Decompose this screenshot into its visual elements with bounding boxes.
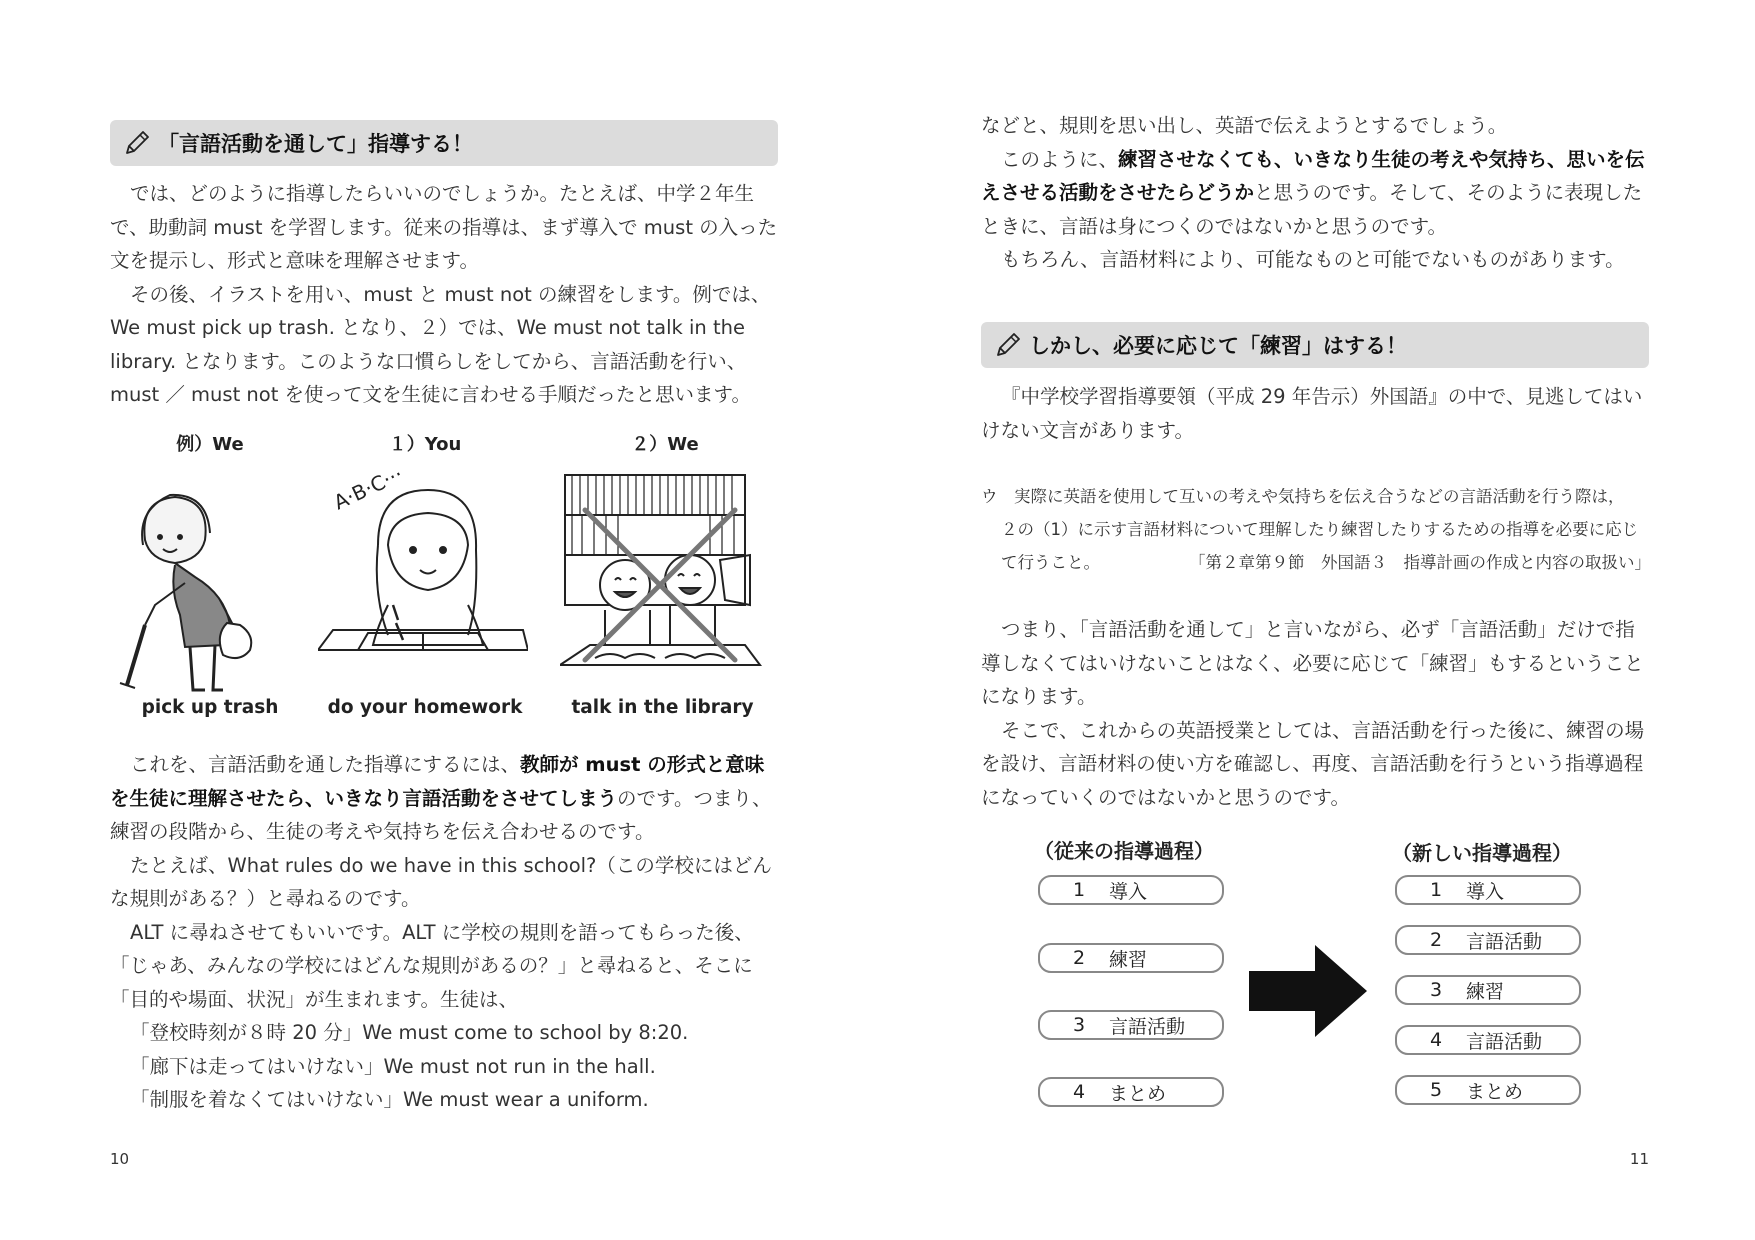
step-label: まとめ	[1109, 1082, 1167, 1105]
quote-line-1: ウ 実際に英語を使用して互いの考えや気持ちを伝え合うなどの言語活動を行う際は，	[981, 487, 1625, 506]
page-number-left: 10	[110, 1150, 130, 1168]
body-text	[110, 748, 780, 1117]
caption-pick-up-trash: pick up trash	[141, 697, 279, 718]
pencil-icon	[122, 128, 152, 158]
step-label: 導入	[1466, 880, 1505, 903]
right-paragraph-1: などと、規則を思い出し、英語で伝えようとするでしょう。	[981, 114, 1508, 137]
step-number: 3	[1430, 979, 1443, 1001]
step-number: 2	[1073, 947, 1086, 969]
section-heading-renshu	[981, 322, 1649, 368]
right-top-text	[981, 109, 1651, 277]
heading-text: しかし、必要に応じて「練習」はする！	[1029, 334, 1407, 358]
step-label: 練習	[1109, 948, 1148, 971]
new-step-1	[1395, 875, 1581, 905]
right-page	[877, 0, 1755, 1240]
illustration-label-example: 例）We	[176, 434, 244, 455]
right-paragraph-3: もちろん、言語材料により、可能なものと可能でないものがあります。	[1001, 248, 1625, 271]
step-number: 1	[1430, 879, 1443, 901]
right-paragraph-2	[981, 143, 1651, 244]
intro-text	[110, 177, 780, 412]
example-rule-1: 「登校時刻が８時 20 分」We must come to school by 8:20.	[130, 1021, 689, 1044]
page-number-right: 11	[1629, 1150, 1649, 1168]
quote-line-3-text: て行うこと。	[1001, 553, 1100, 572]
new-step-4	[1395, 1025, 1581, 1055]
step-label: 言語活動	[1466, 930, 1543, 953]
abc-scribble: A·B·C···	[329, 461, 407, 515]
right-p2-pre: このように、	[1001, 147, 1119, 171]
step-number: 4	[1073, 1081, 1086, 1103]
body-p1-post: のです。つまり、練習の段階から、生徒の考えや気持ちを伝え合わせるのです。	[110, 786, 772, 843]
caption-do-your-homework: do your homework	[327, 697, 523, 718]
body-paragraph-2: たとえば、What rules do we have in this school?（この学校にはどんな規則がある？）と尋ねるのです。	[110, 853, 772, 910]
old-step-2	[1038, 943, 1224, 973]
step-label: 言語活動	[1466, 1030, 1543, 1053]
body-p1-emphasis: 教師が must の形式と意味を生徒に理解させたら、いきなり言語活動をさせてしまう	[110, 753, 765, 810]
step-label: 導入	[1109, 880, 1148, 903]
intro-paragraph-1: では、どのように指導したらいいのでしょうか。たとえば、中学２年生で、助動詞 must を学習します。従来の指導は、まず導入で must の入った文を提示し、形式と意味を理解させます。	[110, 182, 778, 272]
old-step-3	[1038, 1010, 1224, 1040]
quote-source: 「第２章第９節 外国語３ 指導計画の作成と内容の取扱い」	[1189, 553, 1651, 572]
new-step-5	[1395, 1075, 1581, 1105]
new-step-3	[1395, 975, 1581, 1005]
old-step-4	[1038, 1077, 1224, 1107]
new-process-title: （新しい指導過程）	[1392, 841, 1572, 865]
intro-paragraph-2: その後、イラストを用い、must と must not の練習をします。例では、We must pick up trash. となり、２）では、We must not talk in the library. となります。このような口慣らしをしてから、言語活動を行い、must ／ must not を使って文を生徒に言わせる手順だったと思います。	[110, 282, 771, 406]
example-rule-3: 「制服を着なくてはいけない」We must wear a uniform.	[130, 1088, 649, 1111]
step-label: 言語活動	[1109, 1015, 1186, 1038]
conclusion-text	[981, 613, 1651, 814]
boys-talking-in-library-illustration	[560, 470, 770, 680]
caption-talk-in-the-library: talk in the library	[571, 697, 754, 718]
step-label: まとめ	[1466, 1080, 1524, 1103]
body-paragraph-1	[110, 748, 780, 849]
girl-doing-homework-illustration	[318, 455, 528, 695]
old-step-1	[1038, 875, 1224, 905]
step-label: 練習	[1466, 980, 1505, 1003]
step-number: 3	[1073, 1014, 1086, 1036]
illustration-label-1: １）You	[388, 434, 462, 455]
heading-text: 「言語活動を通して」指導する！	[158, 132, 473, 156]
left-page	[0, 0, 877, 1240]
quote-line-3	[981, 546, 1651, 579]
example-rule-2: 「廊下は走ってはいけない」We must not run in the hall.	[130, 1054, 656, 1078]
conclusion-paragraph-1: つまり、「言語活動を通して」と言いながら、必ず「言語活動」だけで指導しなくてはいけないことはなく、必要に応じて「練習」もするということになります。	[981, 618, 1644, 708]
quote-line-2: ２の（1）に示す言語材料について理解したり練習したりするための指導を必要に応じ	[1001, 520, 1639, 539]
right-p2-post: と思うのです。そして、そのように表現したときに、言語は身につくのではないかと思うのです。	[981, 181, 1643, 238]
guideline-intro	[981, 380, 1651, 447]
illustration-label-2: ２）We	[631, 434, 699, 455]
body-paragraph-3: ALT に尋ねさせてもいいです。ALT に学校の規則を語ってもらった後、「じゃあ、みんなの学校にはどんな規則があるの？」と尋ねると、そこに「目的や場面、状況」が生まれます。生徒は、	[110, 920, 754, 1011]
old-process-title: （従来の指導過程）	[1034, 839, 1214, 863]
step-number: 1	[1073, 879, 1086, 901]
new-step-2	[1395, 925, 1581, 955]
guideline-paragraph: 『中学校学習指導要領（平成 29 年告示）外国語』の中で、見逃してはいけない文言があります。	[981, 385, 1643, 442]
section-heading-gengo-katsudo	[110, 120, 778, 166]
step-number: 2	[1430, 929, 1443, 951]
girl-picking-up-trash-illustration	[115, 485, 285, 695]
right-p2-emphasis: 練習させなくても、いきなり生徒の考えや気持ち、思いを伝えさせる活動をさせたらどうか	[981, 147, 1645, 204]
step-number: 5	[1430, 1079, 1443, 1101]
guideline-quote	[981, 480, 1651, 579]
step-number: 4	[1430, 1029, 1443, 1051]
pencil-icon	[993, 330, 1023, 360]
conclusion-paragraph-2: そこで、これからの英語授業としては、言語活動を行った後に、練習の場を設け、言語材料の使い方を確認し、再度、言語活動を行うという指導過程になっていくのではないかと思うのです。	[981, 718, 1645, 809]
right-arrow-icon	[1249, 945, 1369, 1037]
body-p1-pre: これを、言語活動を通した指導にするには、	[130, 753, 521, 776]
